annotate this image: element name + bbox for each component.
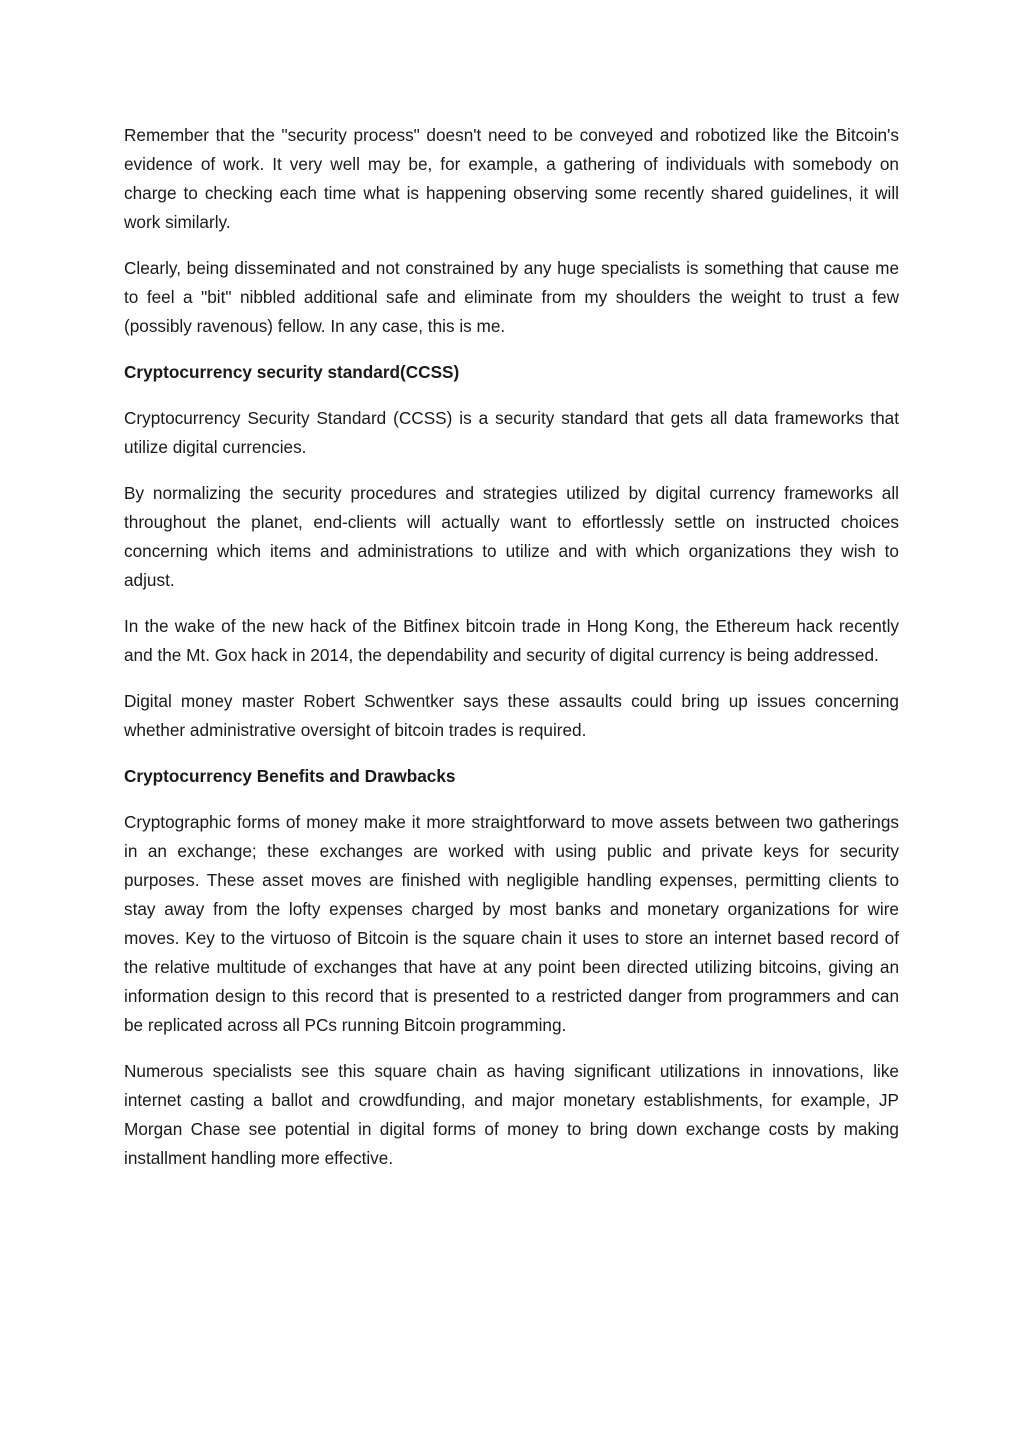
section-heading: Cryptocurrency security standard(CCSS) — [124, 362, 460, 382]
paragraph: Numerous specialists see this square chain as having significant utilizations in innovations, like internet casting a ballot and crowdfunding, and major monetary establishments, for example, JP Morgan Chase see potential in digital forms of money to bring down exchange costs by making installment handling more effective. — [124, 1061, 899, 1168]
paragraph: In the wake of the new hack of the Bitfinex bitcoin trade in Hong Kong, the Ethereum hack recently and the Mt. Gox hack in 2014, the dependability and security of digital currency is being addressed. — [124, 616, 899, 665]
paragraph: Remember that the "security process" doesn't need to be conveyed and robotized like the Bitcoin's evidence of work. It very well may be, for example, a gathering of individuals with somebody on charge to checking each time what is happening observing some recently shared guidelines, it will work similarly. — [124, 125, 899, 232]
paragraph: By normalizing the security procedures and strategies utilized by digital currency frameworks all throughout the planet, end-clients will actually want to effortlessly settle on instructed choices concerning which items and administrations to utilize and with which organizations they wish to adjust. — [124, 483, 899, 590]
paragraph: Cryptocurrency Security Standard (CCSS) is a security standard that gets all data frameworks that utilize digital currencies. — [124, 408, 899, 457]
paragraph: Cryptographic forms of money make it more straightforward to move assets between two gatherings in an exchange; these exchanges are worked with using public and private keys for security purposes. These asset moves are finished with negligible handling expenses, permitting clients to stay away from the lofty expenses charged by most banks and monetary organizations for wire moves. Key to the virtuoso of Bitcoin is the square chain it uses to store an internet based record of the relative multitude of exchanges that have at any point been directed utilizing bitcoins, giving an information design to this record that is presented to a restricted danger from programmers and can be replicated across all PCs running Bitcoin programming. — [124, 812, 899, 1035]
paragraph: Clearly, being disseminated and not constrained by any huge specialists is something that cause me to feel a "bit" nibbled additional safe and eliminate from my shoulders the weight to trust a few (possibly ravenous) fellow. In any case, this is me. — [124, 258, 899, 336]
paragraph: Digital money master Robert Schwentker says these assaults could bring up issues concerning whether administrative oversight of bitcoin trades is required. — [124, 691, 899, 740]
section-heading: Cryptocurrency Benefits and Drawbacks — [124, 766, 456, 786]
document-page — [124, 121, 899, 1190]
